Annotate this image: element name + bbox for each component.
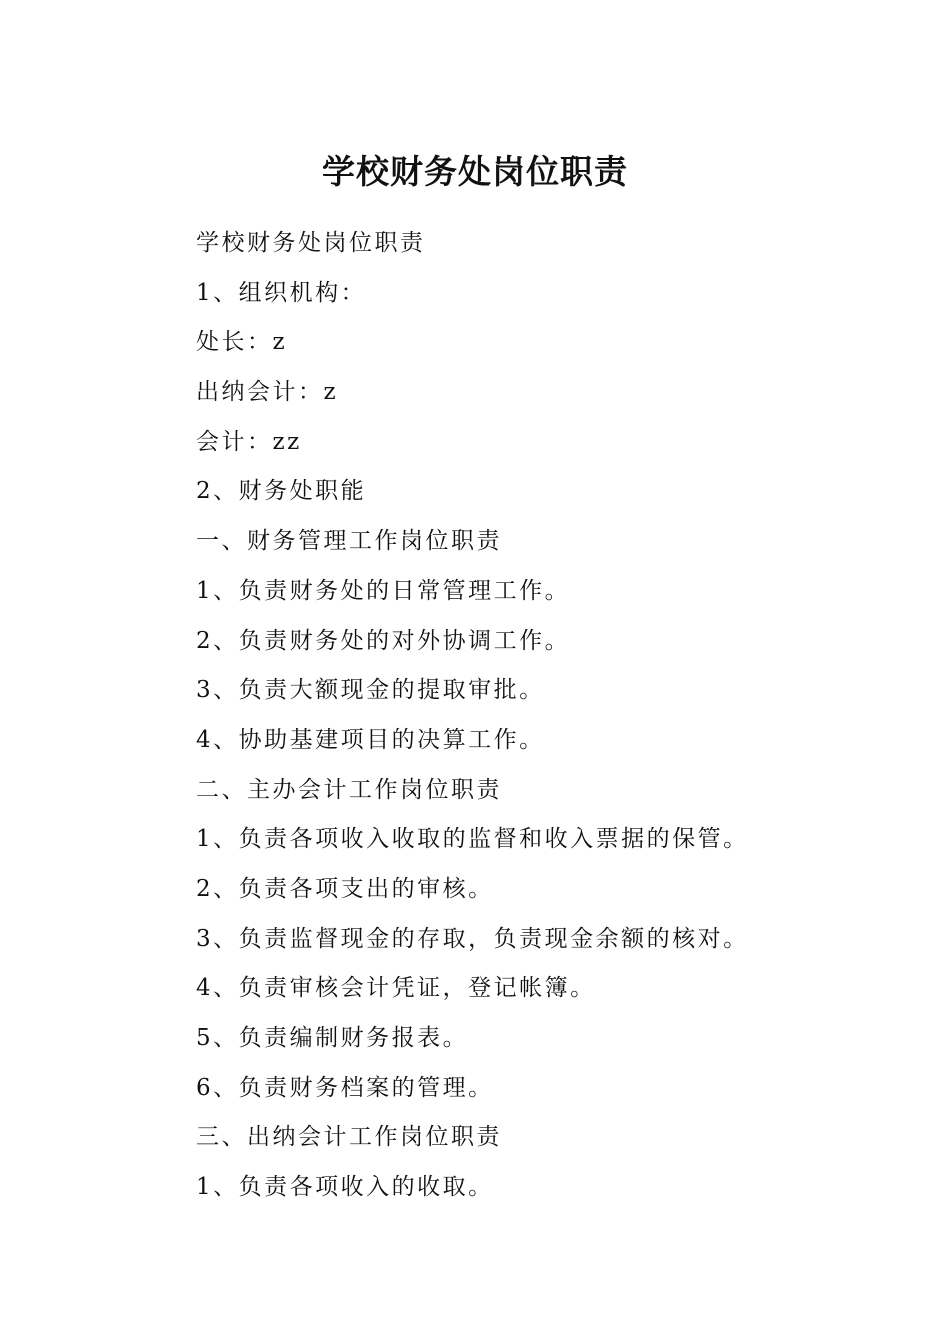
paragraph-functions-heading: 2、财务处职能 [196, 478, 367, 505]
list-item: 3、负责监督现金的存取，负责现金余额的核对。 [196, 925, 749, 952]
list-item: 1、负责各项收入的收取。 [196, 1174, 494, 1201]
list-item: 1、负责各项收入收取的监督和收入票据的保管。 [196, 826, 749, 853]
list-item: 1、负责财务处的日常管理工作。 [196, 577, 571, 604]
list-item: 5、负责编制财务报表。 [196, 1025, 469, 1051]
document-body [196, 224, 896, 1218]
paragraph-subtitle: 学校财务处岗位职责 [196, 230, 426, 256]
section-heading-cashier: 三、出纳会计工作岗位职责 [196, 1124, 502, 1151]
section-heading-chief-accountant: 二、主办会计工作岗位职责 [196, 776, 502, 803]
paragraph-accountant: 会计：zz [196, 428, 302, 455]
paragraph-organization-heading: 1、组织机构： [196, 279, 367, 306]
list-item: 4、负责审核会计凭证，登记帐簿。 [196, 975, 596, 1002]
list-item: 2、负责财务处的对外协调工作。 [196, 627, 571, 654]
document-title: 学校财务处岗位职责 [322, 152, 628, 191]
section-heading-management: 一、财务管理工作岗位职责 [196, 528, 502, 555]
paragraph-cashier: 出纳会计：z [196, 379, 339, 406]
paragraph-director: 处长：z [196, 329, 288, 356]
list-item: 6、负责财务档案的管理。 [196, 1074, 494, 1101]
list-item: 3、负责大额现金的提取审批。 [196, 677, 545, 704]
list-item: 2、负责各项支出的审核。 [196, 875, 494, 902]
list-item: 4、协助基建项目的决算工作。 [196, 726, 545, 753]
